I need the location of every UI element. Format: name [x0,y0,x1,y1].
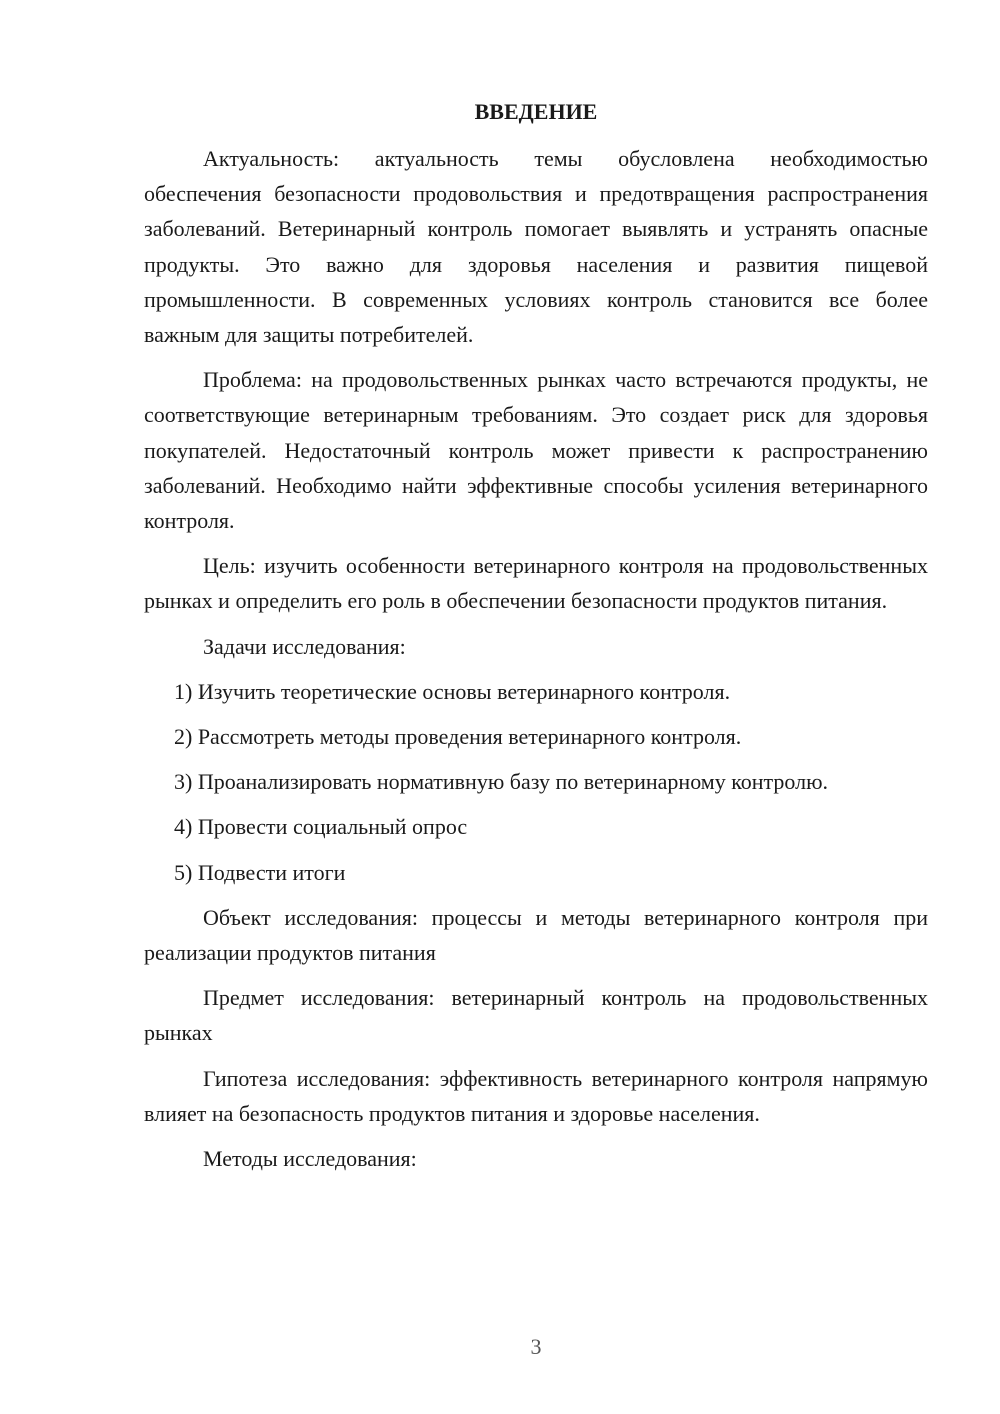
page-content [144,94,928,1186]
paragraph-subject: Предмет исследования: ветеринарный контроль на продовольственных рынках [144,985,928,1046]
paragraph-object: Объект исследования: процессы и методы ветеринарного контроля при реализации продуктов питания [144,904,928,966]
paragraph-hypothesis: Гипотеза исследования: эффективность ветеринарного контроля напрямую влияет на безопасность продуктов питания и здоровье населения. [144,1065,928,1126]
list-item: 5) Подвести итоги [174,859,346,885]
list-item: 4) Провести социальный опрос [174,814,468,840]
tasks-list [144,674,928,890]
list-item: 3) Проанализировать нормативную базу по ветеринарному контролю. [174,769,829,795]
page-title: ВВЕДЕНИЕ [474,99,598,124]
tasks-heading: Задачи исследования: [203,633,406,659]
paragraph-goal: Цель: изучить особенности ветеринарного контроля на продовольственных рынках и определить его роль в обеспечении безопасности продуктов питания. [144,553,928,614]
methods-heading: Методы исследования: [203,1146,417,1172]
list-item: 1) Изучить теоретические основы ветеринарного контроля. [174,678,731,704]
page-number: 3 [530,1334,542,1359]
paragraph-relevance: Актуальность: актуальность темы обусловлена необходимостью обеспечения безопасности продовольствия и предотвращения распространения заболеваний. Ветеринарный контроль помогает выявлять и устранять опасные продукты. Это важно для здоровья населения и развития пищевой промышленности. В современных условиях контроль становится все более важным для защиты потребителей. [144,146,928,348]
paragraph-problem: Проблема: на продовольственных рынках часто встречаются продукты, не соответствующие ветеринарным требованиям. Это создает риск для здоровья покупателей. Недостаточный контроль может привести к распространению заболеваний. Необходимо найти эффективные способы усиления ветеринарного контроля. [144,367,928,534]
list-item: 2) Рассмотреть методы проведения ветеринарного контроля. [174,724,742,750]
